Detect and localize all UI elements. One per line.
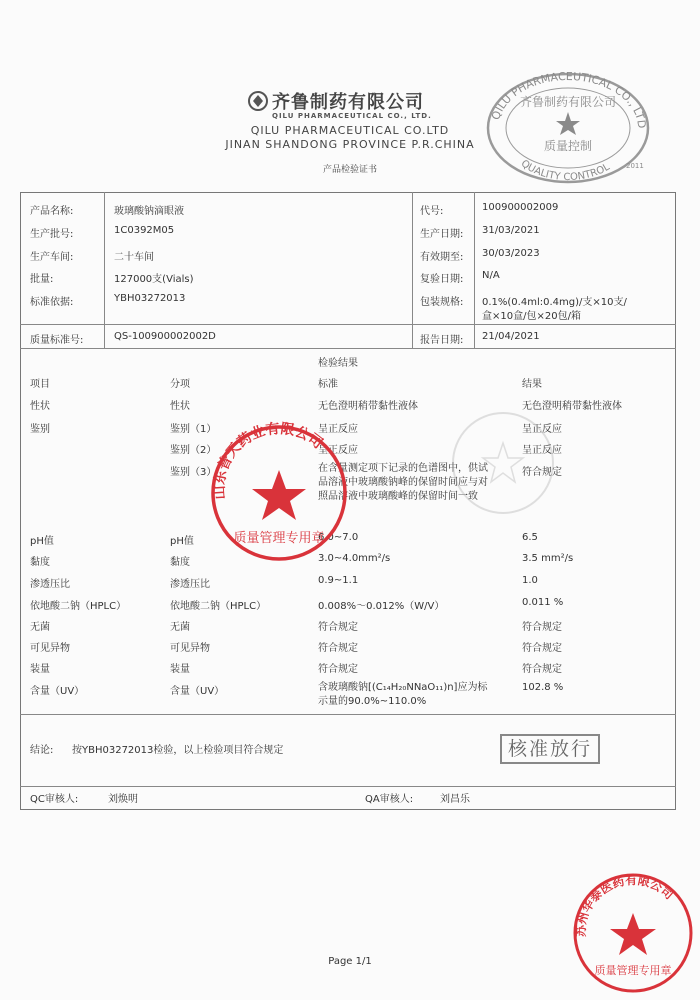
row-item: 渗透压比 [30,579,70,590]
quality-control-stamp [478,68,658,188]
row-result: 0.011 % [522,597,564,608]
column-divider [474,192,475,348]
row-result: 3.5 mm²/s [522,553,574,564]
column-header-standard: 标准 [318,379,338,390]
conclusion-text: 按YBH03272013检验，以上检验项目符合规定 [72,745,284,756]
svg-text:2011: 2011 [626,162,644,170]
quality-management-seal-bottom [568,868,698,998]
company-name-en-small: QILU PHARMACEUTICAL CO., LTD. [272,112,432,120]
row-item: 黏度 [30,557,50,568]
row-sub: 黏度 [170,557,190,568]
row-sub: 渗透压比 [170,579,210,590]
svg-text:山东普天药业有限公司: 山东普天药业有限公司 [211,420,326,500]
row-result: 102.8 % [522,682,564,693]
conclusion-label: 结论: [30,745,54,756]
divider [20,714,676,715]
row-sub: 依地酸二钠（HPLC） [170,601,267,612]
row-item: 无菌 [30,622,50,633]
svg-text:齐鲁制药有限公司: 齐鲁制药有限公司 [519,95,617,109]
row-sub: 含量（UV） [170,686,225,697]
row-standard: 呈正反应 [318,445,358,456]
workshop-label: 生产车间: [30,252,74,263]
quantity-value: 127000支(Vials) [114,274,194,285]
qa-reviewer-name: 刘昌乐 [440,794,470,805]
qc-reviewer-name: 刘焕明 [108,794,138,805]
divider [20,786,676,787]
workshop-value: 二十车间 [114,252,154,263]
mfg-date-value: 31/03/2021 [482,225,540,236]
row-result: 符合规定 [522,622,562,633]
row-standard: 6.0~7.0 [318,532,359,543]
row-standard: 呈正反应 [318,424,358,435]
row-result: 无色澄明稍带黏性液体 [522,401,622,412]
page-number: Page 1/1 [328,956,372,967]
quantity-label: 批量: [30,274,54,285]
row-result: 符合规定 [522,643,562,654]
company-logo-icon [248,91,268,111]
row-item: 可见异物 [30,643,70,654]
report-date-value: 21/04/2021 [482,331,540,342]
row-standard: 符合规定 [318,622,358,633]
column-header-sub: 分项 [170,379,190,390]
row-standard: 在含量测定项下记录的色谱图中，供试品溶液中玻璃酸钠峰的保留时间应与对照品溶液中玻璃酸峰的保留时间一致 [318,463,488,502]
row-standard: 0.008%～0.012%（W/V） [318,601,445,612]
batch-label: 生产批号: [30,229,74,240]
row-sub: 性状 [170,401,190,412]
company-logo [248,90,424,112]
row-standard: 0.9~1.1 [318,575,359,586]
approval-stamp-box: 核准放行 [500,734,600,764]
qa-reviewer-label: QA审核人: [365,794,414,805]
packing-value-line1: 0.1%(0.4ml:0.4mg)/支×10支/ [482,297,627,308]
svg-text:QUALITY CONTROL: QUALITY CONTROL [518,158,612,184]
product-name-label: 产品名称: [30,206,74,217]
row-sub: 鉴别（3） [170,467,217,478]
row-result: 符合规定 [522,664,562,675]
divider [20,324,676,325]
quality-management-seal-middle [204,418,354,568]
column-divider [104,192,105,348]
row-sub: 无菌 [170,622,190,633]
svg-text:质量管理专用章: 质量管理专用章 [594,964,672,977]
qc-reviewer-label: QC审核人: [30,794,79,805]
row-sub: pH值 [170,536,194,547]
report-date-label: 报告日期: [420,335,464,346]
row-result: 符合规定 [522,467,562,478]
code-value: 100900002009 [482,202,559,213]
company-address: JINAN SHANDONG PROVINCE P.R.CHINA [225,138,475,151]
svg-text:QILU PHARMACEUTICAL CO., LTD.: QILU PHARMACEUTICAL CO., LTD [489,69,649,130]
quality-std-value: QS-100900002002D [114,331,216,342]
row-result: 6.5 [522,532,538,543]
quality-std-label: 质量标准号: [30,335,84,346]
column-header-item: 项目 [30,379,50,390]
row-item: 性状 [30,401,50,412]
faint-background-stamp [448,408,558,518]
product-name-value: 玻璃酸钠滴眼液 [114,206,184,217]
document-title: 产品检验证书 [322,165,377,175]
row-sub: 可见异物 [170,643,210,654]
row-item: 装量 [30,664,50,675]
svg-text:质量控制: 质量控制 [543,139,593,153]
svg-text:质量管理专用章: 质量管理专用章 [233,531,325,546]
mfg-date-label: 生产日期: [420,229,464,240]
code-label: 代号: [420,206,444,217]
packing-label: 包装规格: [420,297,464,308]
row-standard: 无色澄明稍带黏性液体 [318,401,418,412]
row-standard: 符合规定 [318,643,358,654]
row-result: 1.0 [522,575,538,586]
retest-value: N/A [482,270,500,281]
column-divider [412,192,413,348]
row-standard: 3.0~4.0mm²/s [318,553,391,564]
column-header-result: 结果 [522,379,542,390]
results-title: 检验结果 [318,358,358,369]
divider [20,348,676,349]
row-result: 呈正反应 [522,424,562,435]
standard-basis-label: 标准依据: [30,297,74,308]
row-sub: 鉴别（2） [170,445,217,456]
row-item: 鉴别 [30,424,50,435]
standard-basis-value: YBH03272013 [114,293,186,304]
batch-value: 1C0392M05 [114,225,175,236]
packing-value-line2: 盒×10盒/包×20包/箱 [482,311,581,322]
row-standard: 含玻璃酸钠[(C₁₄H₂₀NNaO₁₁)n]应为标示量的90.0%~110.0% [318,682,488,707]
row-sub: 鉴别（1） [170,424,217,435]
row-standard: 符合规定 [318,664,358,675]
svg-text:苏州华泰医药有限公司: 苏州华泰医药有限公司 [573,873,677,938]
company-name-cn: 齐鲁制药有限公司 [272,92,424,113]
row-result: 呈正反应 [522,445,562,456]
row-sub: 装量 [170,664,190,675]
company-name-en: QILU PHARMACEUTICAL CO.LTD [250,124,450,137]
row-item: 含量（UV） [30,686,85,697]
row-item: 依地酸二钠（HPLC） [30,601,127,612]
expiry-value: 30/03/2023 [482,248,540,259]
retest-label: 复验日期: [420,274,464,285]
expiry-label: 有效期至: [420,252,464,263]
row-item: pH值 [30,536,54,547]
